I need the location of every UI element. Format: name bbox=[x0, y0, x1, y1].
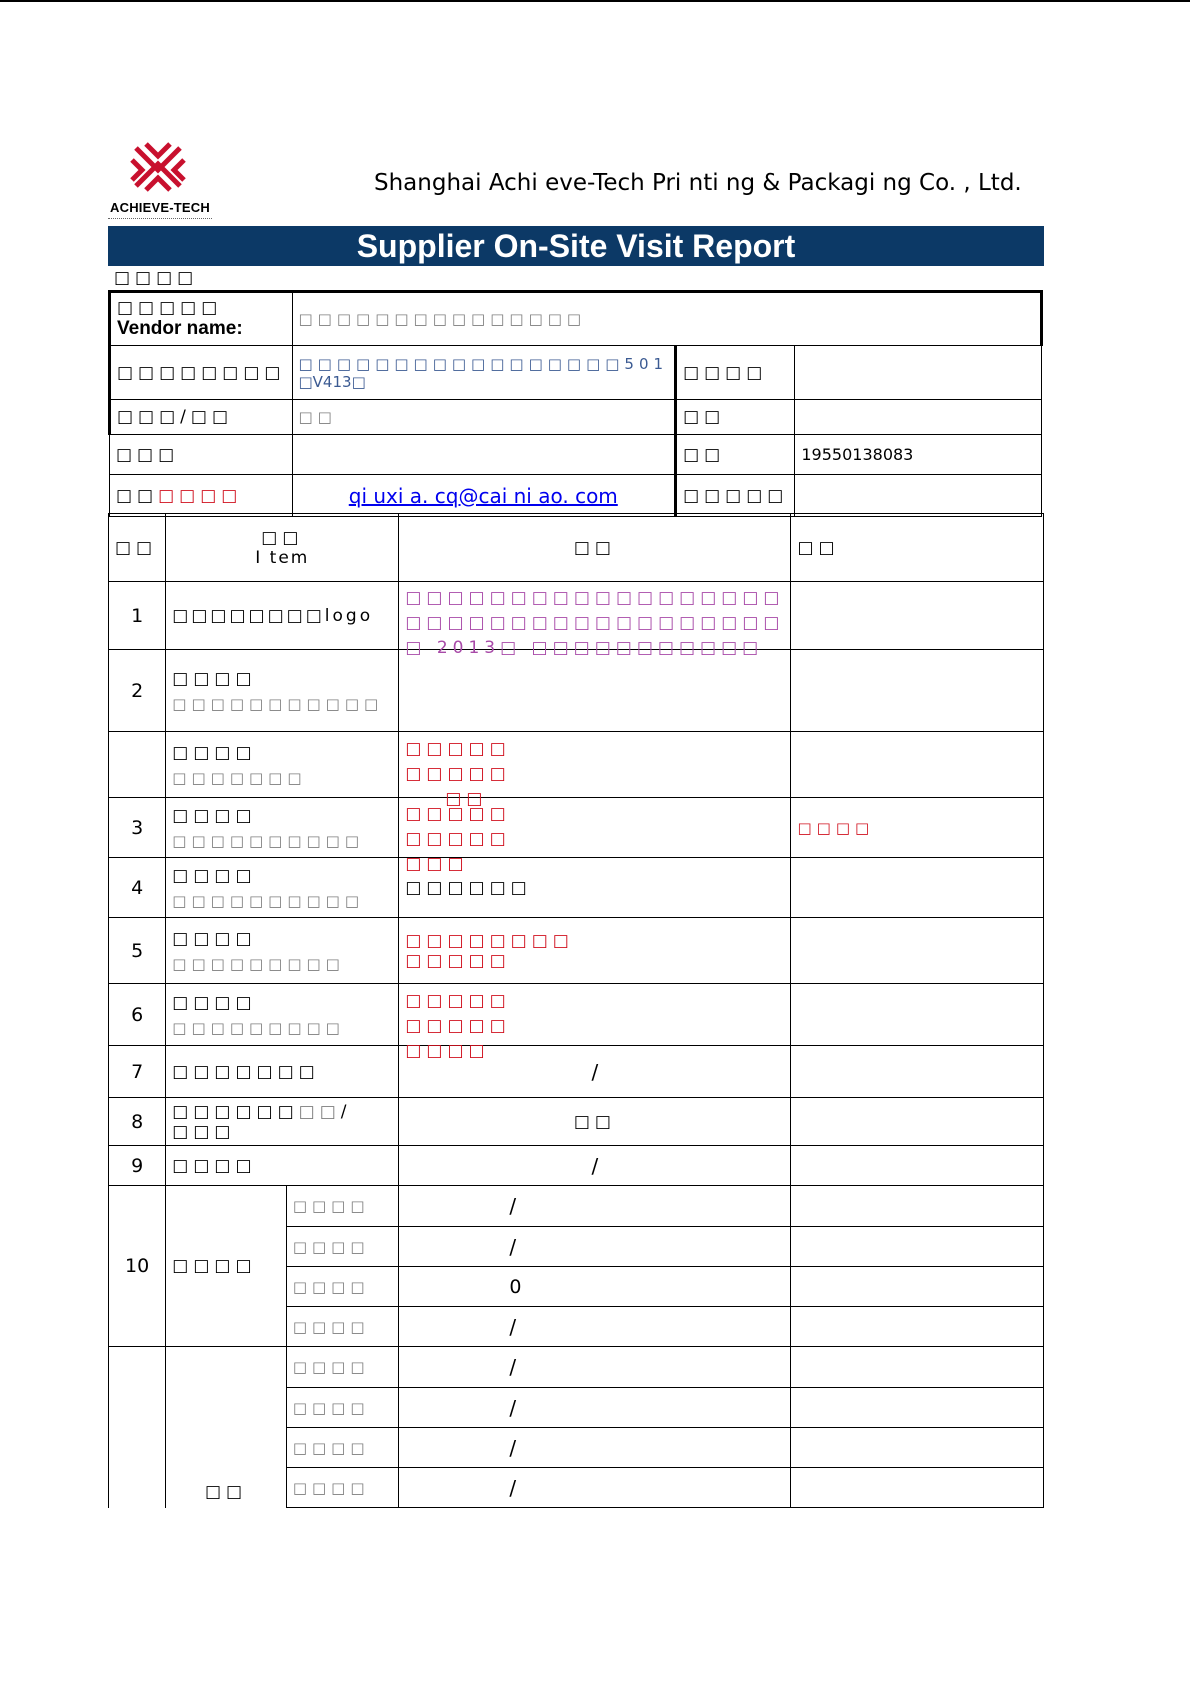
header-item bbox=[166, 514, 399, 582]
group10-sub: □□□□ bbox=[286, 1227, 399, 1267]
row-content-line2: □□□□□ bbox=[405, 950, 511, 971]
group11-remark[interactable] bbox=[791, 1388, 1044, 1428]
row-remark[interactable] bbox=[791, 858, 1044, 918]
row-content-line1: □□□□□□□□□□□□□□□□□□ bbox=[405, 588, 785, 608]
row-remark[interactable] bbox=[791, 732, 1044, 798]
items-table bbox=[108, 513, 1044, 1508]
header-item-en: I tem bbox=[255, 547, 310, 568]
header-remark: □□ bbox=[791, 514, 1044, 582]
row-item-desc: □□□□□□□ bbox=[172, 768, 307, 787]
row-content-line3: □□ bbox=[445, 788, 488, 809]
row-item-part-a: □□□□□□ bbox=[172, 1101, 299, 1122]
row5-label-b: □□□□ bbox=[158, 485, 243, 506]
vendor-name-value[interactable]: □□□□□□□□□□□□□□□ bbox=[292, 292, 1042, 346]
row-content-line3: □□□ bbox=[405, 853, 469, 874]
row5-value2[interactable] bbox=[795, 475, 1042, 517]
row-item bbox=[166, 732, 399, 798]
group10-remark[interactable] bbox=[791, 1307, 1044, 1347]
table-row bbox=[109, 1146, 1044, 1186]
row-content-line2: □□□□□ bbox=[405, 763, 511, 784]
group11-row bbox=[109, 1347, 1044, 1388]
logo-knot-icon bbox=[128, 140, 188, 194]
row-no: 3 bbox=[109, 798, 166, 858]
row-no: 4 bbox=[109, 858, 166, 918]
logo-text: ACHIEVE-TECH bbox=[110, 200, 210, 215]
row-no: 9 bbox=[109, 1146, 166, 1186]
email-link[interactable]: qi uxi a. cq@cai ni ao. com bbox=[348, 483, 618, 508]
row5-label2: □□□□□ bbox=[676, 475, 795, 517]
info-row-4 bbox=[110, 435, 1042, 475]
row-item-part-c: /□□□ bbox=[172, 1101, 352, 1142]
vendor-name-label-cn: □□□□□ bbox=[117, 298, 223, 318]
row-content-line3: □ 2013□ □□□□□□□□□□□ bbox=[405, 638, 764, 658]
row-content[interactable]: □□ bbox=[399, 1098, 791, 1146]
row-item bbox=[166, 918, 399, 984]
section-label: □□□□ bbox=[114, 268, 199, 288]
row5-value bbox=[292, 475, 676, 517]
table-row bbox=[109, 918, 1044, 984]
row-item bbox=[166, 650, 399, 732]
group10-sub: □□□□ bbox=[286, 1267, 399, 1307]
group10-value[interactable]: / bbox=[399, 1307, 791, 1347]
vendor-name-label-en: Vendor name: bbox=[117, 318, 243, 339]
row2-label2: □□□□ bbox=[676, 346, 795, 400]
row-content-line3: □□□□ bbox=[405, 1040, 490, 1061]
row-content-clip bbox=[405, 986, 784, 1061]
row3-value2[interactable] bbox=[795, 400, 1042, 435]
row-no: 2 bbox=[109, 650, 166, 732]
row-content-line2: □□□□□□□□□□□□□□□□□□ bbox=[405, 613, 785, 633]
group11-label: □□ bbox=[166, 1347, 287, 1508]
table-row bbox=[109, 732, 1044, 798]
items-header-row bbox=[109, 514, 1044, 582]
row4-label: □□□ bbox=[110, 435, 293, 475]
row-no: 5 bbox=[109, 918, 166, 984]
row-content-line1: □□□□□ bbox=[405, 803, 511, 824]
row-content[interactable]: □□□□□□ bbox=[399, 858, 791, 918]
row-no: 1 bbox=[109, 582, 166, 650]
row-content-clip bbox=[405, 582, 785, 658]
row-content-clip bbox=[405, 800, 784, 874]
address-row bbox=[110, 346, 1042, 400]
row3-label: □□□/□□ bbox=[110, 400, 293, 435]
address-value-line2: □V413□ bbox=[298, 372, 366, 391]
group11-no bbox=[109, 1347, 166, 1508]
row-item-title: □□□□ bbox=[172, 865, 257, 886]
row3-label2: □□ bbox=[676, 400, 795, 435]
group11-remark[interactable] bbox=[791, 1428, 1044, 1468]
group10-remark[interactable] bbox=[791, 1227, 1044, 1267]
group11-sub: □□□□ bbox=[286, 1468, 399, 1508]
top-border-line bbox=[0, 0, 1190, 2]
table-row bbox=[109, 858, 1044, 918]
group11-sub: □□□□ bbox=[286, 1347, 399, 1388]
row-item: □□□□ bbox=[166, 1146, 399, 1186]
row-content-line1: □□□□□ bbox=[405, 990, 511, 1011]
logo-tagline bbox=[108, 218, 212, 221]
row-remark[interactable] bbox=[791, 582, 1044, 650]
row-remark[interactable]: □□□□ bbox=[791, 798, 1044, 858]
row-content[interactable] bbox=[399, 732, 791, 809]
row-item-title: □□□□ bbox=[172, 992, 257, 1013]
vendor-name-row bbox=[110, 292, 1042, 346]
info-row-5 bbox=[110, 475, 1042, 517]
row-content-line2: □□□□□ bbox=[405, 828, 511, 849]
group11-value[interactable]: / bbox=[399, 1388, 791, 1428]
row-item-desc: □□□□□□□□□□ bbox=[172, 831, 365, 850]
row-item-desc: □□□□□□□□□□ bbox=[172, 891, 365, 910]
company-logo bbox=[104, 140, 216, 225]
row-remark[interactable] bbox=[791, 1146, 1044, 1186]
vendor-info-table bbox=[108, 290, 1043, 517]
row-item bbox=[166, 984, 399, 1046]
row-item-desc: □□□□□□□□□ bbox=[172, 954, 345, 973]
group10-value[interactable]: / bbox=[399, 1227, 791, 1267]
group10-no: 10 bbox=[109, 1186, 166, 1347]
row-item-desc: □□□□□□□□□ bbox=[172, 1018, 345, 1037]
group11-value[interactable]: / bbox=[399, 1428, 791, 1468]
row4-label2: □□ bbox=[676, 435, 795, 475]
header-content: □□ bbox=[399, 514, 791, 582]
row5-label-a: □□ bbox=[116, 485, 159, 506]
address-label: □□□□□□□□ bbox=[110, 346, 293, 400]
row-no: 8 bbox=[109, 1098, 166, 1146]
address-value-line1: □□□□□□□□□□□□□□□□□501 bbox=[298, 354, 669, 373]
group10-sub: □□□□ bbox=[286, 1186, 399, 1227]
table-row bbox=[109, 798, 1044, 858]
row-remark[interactable] bbox=[791, 918, 1044, 984]
row-no bbox=[109, 732, 166, 798]
row-content-clip bbox=[405, 734, 784, 809]
group11-value[interactable]: / bbox=[399, 1468, 791, 1508]
row-content[interactable]: / bbox=[399, 1046, 791, 1098]
row-item-title: □□□□ bbox=[172, 742, 257, 763]
row-content-line1: □□□□□□□□ bbox=[405, 930, 574, 951]
row-no: 6 bbox=[109, 984, 166, 1046]
group11-remark[interactable] bbox=[791, 1347, 1044, 1388]
group10-remark[interactable] bbox=[791, 1186, 1044, 1227]
row5-label bbox=[110, 475, 293, 517]
report-title-banner: Supplier On-Site Visit Report bbox=[108, 226, 1044, 266]
row-content[interactable]: / bbox=[399, 1146, 791, 1186]
address-value[interactable] bbox=[292, 346, 676, 400]
row-item-title: □□□□ bbox=[172, 668, 257, 689]
group11-sub: □□□□ bbox=[286, 1428, 399, 1468]
table-row bbox=[109, 650, 1044, 732]
row-remark[interactable] bbox=[791, 650, 1044, 732]
row-item bbox=[166, 858, 399, 918]
row-remark[interactable] bbox=[791, 984, 1044, 1046]
info-row-3 bbox=[110, 400, 1042, 435]
row-item-title: □□□□ bbox=[172, 928, 257, 949]
group10-remark[interactable] bbox=[791, 1267, 1044, 1307]
table-row bbox=[109, 582, 1044, 650]
row-item: □□□□□□□□logo bbox=[166, 582, 399, 650]
row-item-part-b: □□ bbox=[298, 1101, 341, 1122]
row-item bbox=[166, 798, 399, 858]
group10-value[interactable]: 0 bbox=[399, 1267, 791, 1307]
group10-row bbox=[109, 1186, 1044, 1227]
row4-value2[interactable]: 19550138083 bbox=[795, 435, 1042, 475]
row-no: 7 bbox=[109, 1046, 166, 1098]
group11-sub: □□□□ bbox=[286, 1388, 399, 1428]
row2-value2[interactable] bbox=[795, 346, 1042, 400]
table-row bbox=[109, 984, 1044, 1046]
row-item bbox=[166, 1098, 399, 1146]
row-content[interactable] bbox=[399, 918, 791, 984]
row-content[interactable] bbox=[399, 984, 791, 1061]
row-item-desc: □□□□□□□□□□□ bbox=[172, 694, 384, 713]
group10-sub: □□□□ bbox=[286, 1307, 399, 1347]
company-name: Shanghai Achi eve-Tech Pri nti ng & Packagi ng Co. , Ltd. bbox=[374, 170, 1022, 196]
group11-value[interactable]: / bbox=[399, 1347, 791, 1388]
header-no: □□ bbox=[109, 514, 166, 582]
row-content-line2: □□□□□ bbox=[405, 1015, 511, 1036]
group10-label: □□□□ bbox=[166, 1186, 287, 1347]
row-content-line1: □□□□□ bbox=[405, 738, 511, 759]
row-content[interactable] bbox=[399, 650, 791, 732]
row-remark[interactable] bbox=[791, 1098, 1044, 1146]
group10-value[interactable]: / bbox=[399, 1186, 791, 1227]
row-remark[interactable] bbox=[791, 1046, 1044, 1098]
row4-value[interactable] bbox=[292, 435, 676, 475]
table-row bbox=[109, 1098, 1044, 1146]
row-item: □□□□□□□ bbox=[166, 1046, 399, 1098]
group11-remark[interactable] bbox=[791, 1468, 1044, 1508]
row-item-title: □□□□ bbox=[172, 805, 257, 826]
row3-value[interactable]: □□ bbox=[292, 400, 676, 435]
row-content[interactable] bbox=[399, 798, 791, 874]
vendor-name-label bbox=[110, 292, 293, 346]
header-item-cn: □□ bbox=[261, 527, 304, 548]
row-content[interactable] bbox=[399, 582, 791, 658]
table-row bbox=[109, 1046, 1044, 1098]
